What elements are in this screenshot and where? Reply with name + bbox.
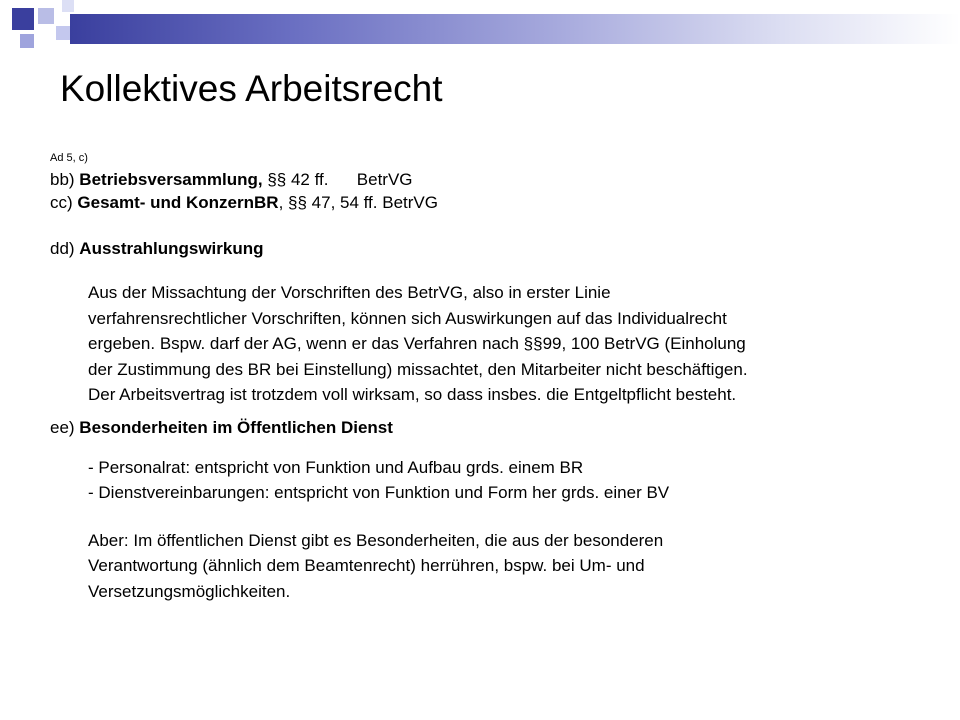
- paragraph-line: Versetzungsmöglichkeiten.: [88, 581, 291, 601]
- header-gradient-bar: [70, 14, 960, 44]
- item-cc: [50, 191, 930, 214]
- item-cc-heading: Gesamt- und KonzernBR: [77, 193, 279, 212]
- item-dd: [50, 237, 930, 260]
- item-ee-paragraph: [88, 528, 930, 605]
- paragraph-line: Der Arbeitsvertrag ist trotzdem voll wirksam, so dass insbes. die Entgeltpflicht besteht.: [88, 385, 737, 404]
- decorative-square: [56, 26, 70, 40]
- decorative-square: [12, 8, 34, 30]
- paragraph-line: Aus der Missachtung der Vorschriften des BetrVG, also in erster Linie: [88, 283, 611, 302]
- item-ee-heading: Besonderheiten im Öffentlichen Dienst: [79, 417, 393, 437]
- item-bb: [50, 168, 930, 191]
- item-cc-prefix: cc): [50, 193, 78, 212]
- paragraph-line: der Zustimmung des BR bei Einstellung) missachtet, den Mitarbeiter nicht beschäftigen.: [88, 359, 748, 379]
- decorative-square: [62, 0, 74, 12]
- item-bb-rest: §§ 42 ff. BetrVG: [262, 170, 413, 189]
- item-bb-prefix: bb): [50, 170, 80, 189]
- item-bb-heading: Betriebsversammlung,: [79, 170, 263, 189]
- item-ee-prefix: ee): [50, 417, 80, 437]
- paragraph-line: Aber: Im öffentlichen Dienst gibt es Besonderheiten, die aus der besonderen: [88, 530, 664, 550]
- slide-body: [50, 151, 930, 604]
- decorative-square: [20, 34, 34, 48]
- item-dd-heading: Ausstrahlungswirkung: [79, 239, 264, 258]
- item-dd-paragraph: [88, 280, 930, 408]
- section-reference: Ad 5, c): [50, 152, 88, 164]
- item-ee: [50, 416, 930, 439]
- paragraph-line: Verantwortung (ähnlich dem Beamtenrecht) herrühren, bspw. bei Um- und: [88, 556, 645, 575]
- slide-title: Kollektives Arbeitsrecht: [60, 68, 443, 109]
- bullet-line: - Dienstvereinbarungen: entspricht von Funktion und Form her grds. einer BV: [88, 483, 670, 502]
- bullet-line: - Personalrat: entspricht von Funktion und Aufbau grds. einem BR: [88, 457, 584, 477]
- decorative-square: [38, 8, 54, 24]
- paragraph-line: ergeben. Bspw. darf der AG, wenn er das Verfahren nach §§99, 100 BetrVG (Einholung: [88, 334, 746, 353]
- item-dd-prefix: dd): [50, 239, 80, 258]
- item-cc-rest: , §§ 47, 54 ff. BetrVG: [278, 193, 438, 212]
- paragraph-line: verfahrensrechtlicher Vorschriften, können sich Auswirkungen auf das Individualrecht: [88, 308, 727, 328]
- item-ee-bullets: [88, 455, 930, 506]
